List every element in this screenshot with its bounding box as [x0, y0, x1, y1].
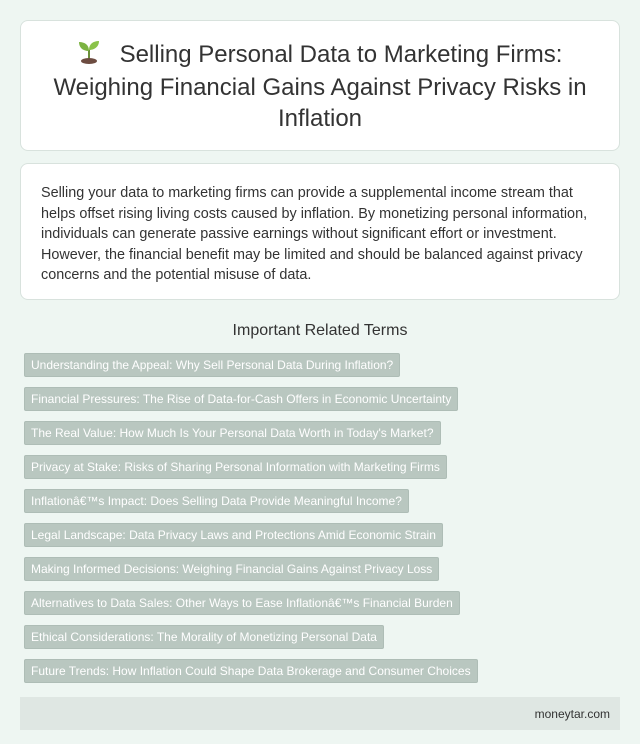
related-term-tag[interactable]: Future Trends: How Inflation Could Shape Data Brokerage and Consumer Choices — [24, 659, 478, 683]
related-term-tag[interactable]: Making Informed Decisions: Weighing Financial Gains Against Privacy Loss — [24, 557, 439, 581]
related-term-tag[interactable]: Financial Pressures: The Rise of Data-for-Cash Offers in Economic Uncertainty — [24, 387, 458, 411]
related-terms-heading: Important Related Terms — [232, 322, 408, 339]
related-terms-list — [20, 353, 620, 693]
related-term-tag[interactable]: Legal Landscape: Data Privacy Laws and Protections Amid Economic Strain — [24, 523, 443, 547]
footer-site-link[interactable]: moneytar.com — [534, 706, 610, 721]
page-title-text: Selling Personal Data to Marketing Firms: Weighing Financial Gains Against Privacy Risks in Inflation — [53, 40, 587, 132]
summary-text: Selling your data to marketing firms can provide a supplemental income stream that helps offset rising living costs caused by inflation. By monetizing personal information, individuals can generate passive earnings without significant effort or investment. However, the financial benefit may be limited and should be balanced against privacy concerns and the potential misuse of data. — [41, 185, 588, 283]
related-term-tag[interactable]: Understanding the Appeal: Why Sell Personal Data During Inflation? — [24, 353, 400, 377]
related-term-tag[interactable]: Inflationâ€™s Impact: Does Selling Data Provide Meaningful Income? — [24, 489, 409, 513]
page-title — [51, 38, 589, 134]
footer — [20, 697, 620, 730]
title-card — [20, 20, 620, 151]
sprout-icon — [78, 38, 100, 72]
related-term-tag[interactable]: Privacy at Stake: Risks of Sharing Personal Information with Marketing Firms — [24, 455, 447, 479]
related-term-tag[interactable]: The Real Value: How Much Is Your Personal Data Worth in Today's Market? — [24, 421, 441, 445]
related-term-tag[interactable]: Ethical Considerations: The Morality of Monetizing Personal Data — [24, 625, 384, 649]
summary-card — [20, 163, 620, 300]
related-term-tag[interactable]: Alternatives to Data Sales: Other Ways to Ease Inflationâ€™s Financial Burden — [24, 591, 460, 615]
